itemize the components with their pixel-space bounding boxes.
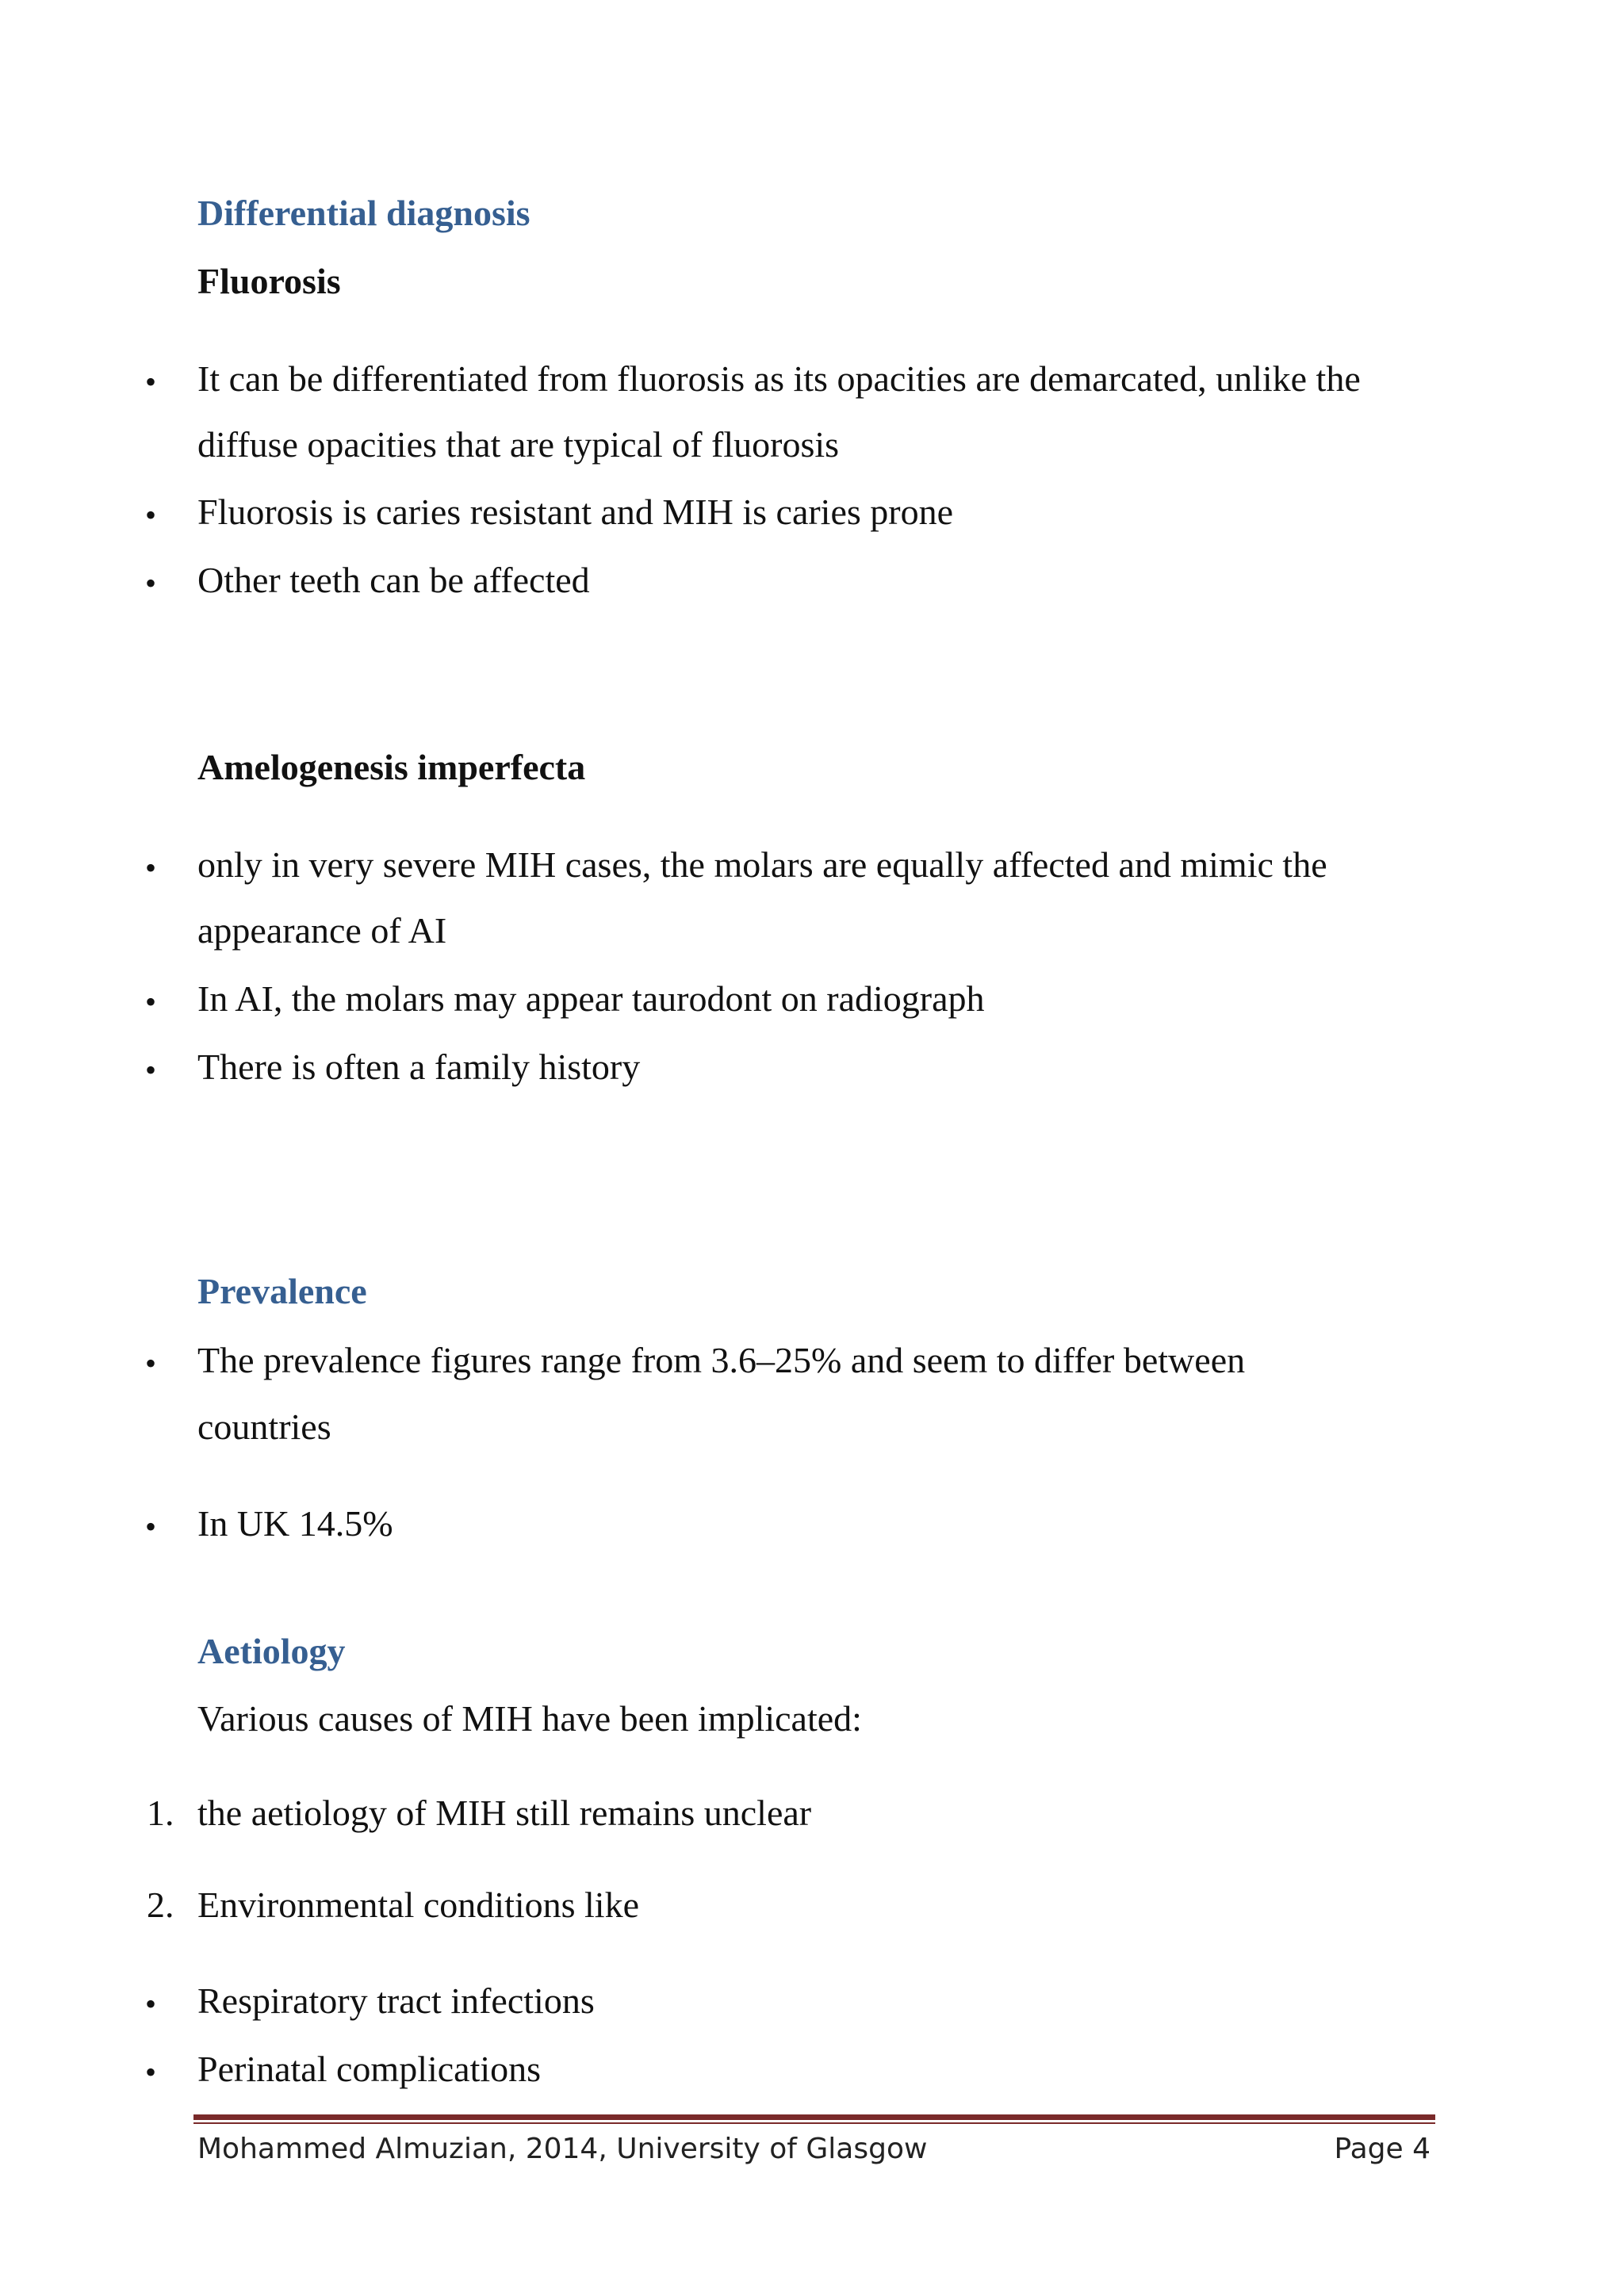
- list-item: The prevalence figures range from 3.6–25% and seem to differ between: [197, 1340, 1246, 1380]
- bullet-icon: •: [145, 364, 157, 400]
- list-item: In AI, the molars may appear taurodont on radiograph: [197, 978, 985, 1019]
- list-item: There is often a family history: [197, 1047, 641, 1087]
- numbered-item: the aetiology of MIH still remains unclear: [197, 1793, 812, 1833]
- bullet-icon: •: [145, 984, 157, 1020]
- bullet-icon: •: [145, 2054, 157, 2090]
- list-number: 1.: [147, 1793, 174, 1833]
- list-item: Respiratory tract infections: [197, 1980, 595, 2021]
- footer-rule-thin: [193, 2122, 1435, 2124]
- bullet-icon: •: [145, 850, 157, 886]
- bullet-icon: •: [145, 1509, 157, 1544]
- section-heading-differential: Differential diagnosis: [197, 193, 530, 233]
- bullet-icon: •: [145, 1986, 157, 2022]
- list-item: Fluorosis is caries resistant and MIH is caries prone: [197, 492, 954, 532]
- bullet-icon: •: [145, 1345, 157, 1381]
- footer-page-number: Page 4: [1334, 2133, 1431, 2165]
- section-heading-prevalence: Prevalence: [197, 1271, 367, 1311]
- bullet-icon: •: [145, 497, 157, 533]
- subheading-fluorosis: Fluorosis: [197, 261, 341, 301]
- list-item: only in very severe MIH cases, the molars are equally affected and mimic the: [197, 844, 1327, 885]
- list-item: Other teeth can be affected: [197, 560, 590, 600]
- bullet-icon: •: [145, 565, 157, 601]
- list-item-continuation: countries: [197, 1406, 331, 1447]
- numbered-item: Environmental conditions like: [197, 1885, 640, 1925]
- list-item-continuation: appearance of AI: [197, 910, 447, 951]
- section-heading-aetiology: Aetiology: [197, 1631, 346, 1671]
- subheading-amelogenesis: Amelogenesis imperfecta: [197, 747, 586, 787]
- footer-author: Mohammed Almuzian, 2014, University of Glasgow: [197, 2133, 928, 2165]
- footer-rule-thick: [193, 2114, 1435, 2120]
- list-item: Perinatal complications: [197, 2049, 542, 2089]
- bullet-icon: •: [145, 1052, 157, 1088]
- aetiology-intro: Various causes of MIH have been implicated:: [197, 1698, 862, 1739]
- list-item: In UK 14.5%: [197, 1503, 393, 1544]
- list-number: 2.: [147, 1885, 174, 1925]
- list-item: It can be differentiated from fluorosis as its opacities are demarcated, unlike the: [197, 358, 1361, 399]
- list-item-continuation: diffuse opacities that are typical of fluorosis: [197, 424, 840, 465]
